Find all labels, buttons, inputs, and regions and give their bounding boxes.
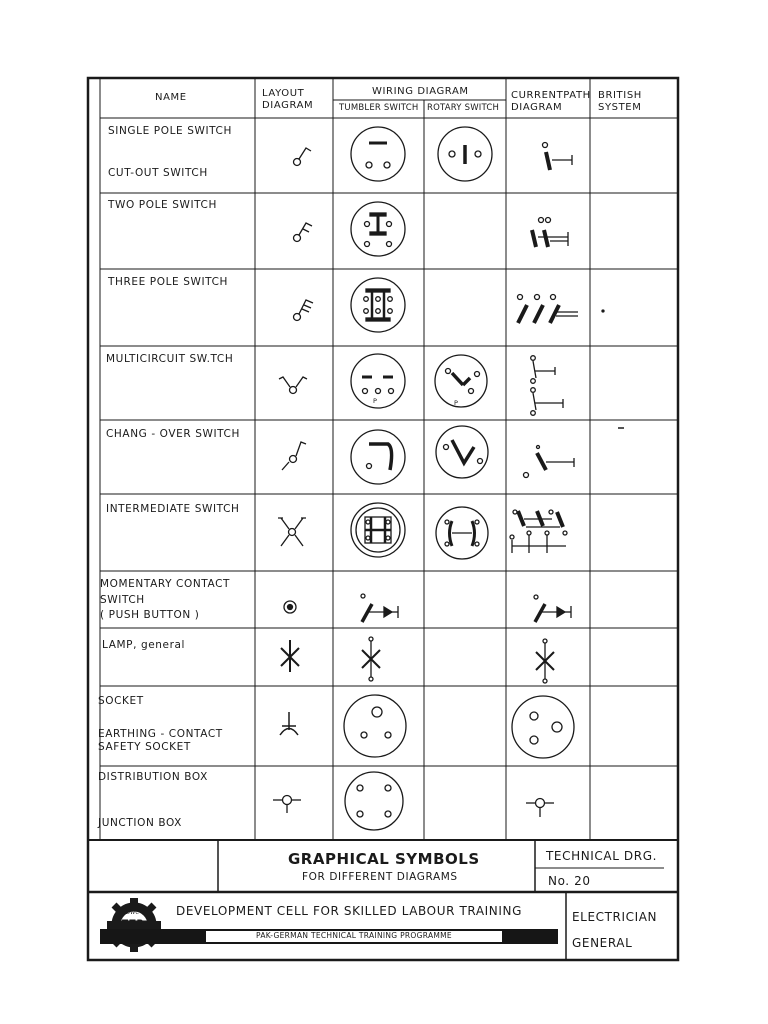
change-over-layout-symbol	[282, 442, 306, 470]
row-name-intermediate: INTERMEDIATE SWITCH	[106, 503, 240, 515]
row-name-junction-box: JUNCTION BOX	[98, 817, 182, 829]
header-british-system: SYSTEM	[598, 102, 642, 113]
intermediate-currentpath-symbol	[510, 510, 567, 553]
lamp-tumbler-symbol	[362, 637, 380, 681]
header-name: NAME	[155, 92, 187, 103]
drawing-number: No. 20	[548, 874, 591, 888]
single-pole-currentpath-symbol	[543, 143, 573, 171]
logo-text: TTP	[122, 919, 145, 929]
row-lines	[100, 118, 678, 766]
svg-text:P: P	[373, 397, 377, 405]
drawing-type: TECHNICAL DRG.	[546, 849, 658, 863]
socket-currentpath-symbol	[512, 696, 574, 758]
svg-text:P: P	[454, 399, 458, 407]
row-name-change-over: CHANG - OVER SWITCH	[106, 428, 240, 440]
intermediate-tumbler-symbol	[351, 503, 405, 557]
row-name-distribution-box: DISTRIBUTION BOX	[98, 771, 208, 783]
intermediate-layout-symbol	[278, 518, 306, 546]
row-name-two-pole: TWO POLE SWITCH	[108, 199, 217, 211]
header-tumbler-switch: TUMBLER SWITCH	[339, 103, 419, 113]
intermediate-rotary-symbol	[436, 507, 488, 559]
header-layout-diagram: DIAGRAM	[262, 100, 314, 111]
organization-name: DEVELOPMENT CELL FOR SKILLED LABOUR TRAINING	[176, 904, 522, 918]
single-pole-tumbler-symbol	[351, 127, 405, 181]
socket-layout-symbol	[280, 712, 298, 735]
change-over-currentpath-symbol	[524, 446, 575, 478]
row-name-multicircuit: MULTICIRCUIT SW.TCH	[106, 353, 234, 365]
single-pole-rotary-symbol	[438, 127, 492, 181]
junction-box-currentpath-symbol	[526, 799, 554, 818]
push-button-layout-symbol	[284, 601, 296, 613]
row-name-three-pole: THREE POLE SWITCH	[108, 276, 228, 288]
header-rotary-switch: ROTARY SWITCH	[427, 103, 500, 113]
two-pole-currentpath-symbol	[532, 218, 568, 248]
multicircuit-layout-symbol	[279, 377, 307, 394]
row-name-cut-out: CUT-OUT SWITCH	[108, 167, 208, 179]
row-name-push-button: ( PUSH BUTTON )	[100, 609, 200, 621]
multicircuit-currentpath-symbol	[531, 356, 563, 416]
two-pole-layout-symbol	[294, 223, 313, 242]
multicircuit-rotary-symbol	[435, 355, 487, 407]
header-british: BRITISH	[598, 90, 642, 101]
logo-small-text: DWC	[126, 910, 140, 916]
row-name-earthing-contact: EARTHING - CONTACT	[98, 728, 223, 740]
three-pole-layout-symbol	[294, 300, 314, 321]
row-name-switch: SWITCH	[100, 594, 145, 606]
programme-name: PAK-GERMAN TECHNICAL TRAINING PROGRAMME	[256, 931, 452, 940]
three-pole-currentpath-symbol	[518, 295, 579, 324]
junction-box-layout-symbol	[273, 796, 301, 814]
lamp-layout-symbol	[281, 640, 299, 672]
header-currentpath-diagram: DIAGRAM	[511, 102, 563, 113]
multicircuit-tumbler-symbol	[351, 354, 405, 408]
trade-general: GENERAL	[572, 936, 633, 950]
row-name-lamp: LAMP, general	[102, 639, 186, 651]
single-pole-layout-symbol	[294, 148, 312, 166]
socket-tumbler-symbol	[344, 695, 406, 757]
header-currentpath: CURRENTPATH	[511, 90, 591, 101]
lamp-currentpath-symbol	[536, 639, 554, 683]
row-name-socket: SOCKET	[98, 695, 144, 707]
header-wiring-diagram: WIRING DIAGRAM	[372, 86, 469, 97]
row-name-momentary: MOMENTARY CONTACT	[100, 578, 231, 590]
junction-box-tumbler-symbol	[345, 772, 403, 830]
header-layout: LAYOUT	[262, 88, 305, 99]
two-pole-tumbler-symbol	[351, 202, 405, 256]
drawing-title: GRAPHICAL SYMBOLS	[288, 850, 480, 868]
three-pole-tumbler-symbol	[351, 278, 405, 332]
row-name-single-pole: SINGLE POLE SWITCH	[108, 125, 232, 137]
drawing-subtitle: FOR DIFFERENT DIAGRAMS	[302, 871, 458, 883]
trade-electrician: ELECTRICIAN	[572, 910, 658, 924]
row-name-safety-socket: SAFETY SOCKET	[98, 741, 191, 753]
change-over-tumbler-symbol	[351, 430, 405, 484]
change-over-rotary-symbol	[436, 426, 488, 478]
push-button-currentpath-symbol	[534, 595, 571, 622]
push-button-tumbler-symbol	[361, 594, 398, 622]
